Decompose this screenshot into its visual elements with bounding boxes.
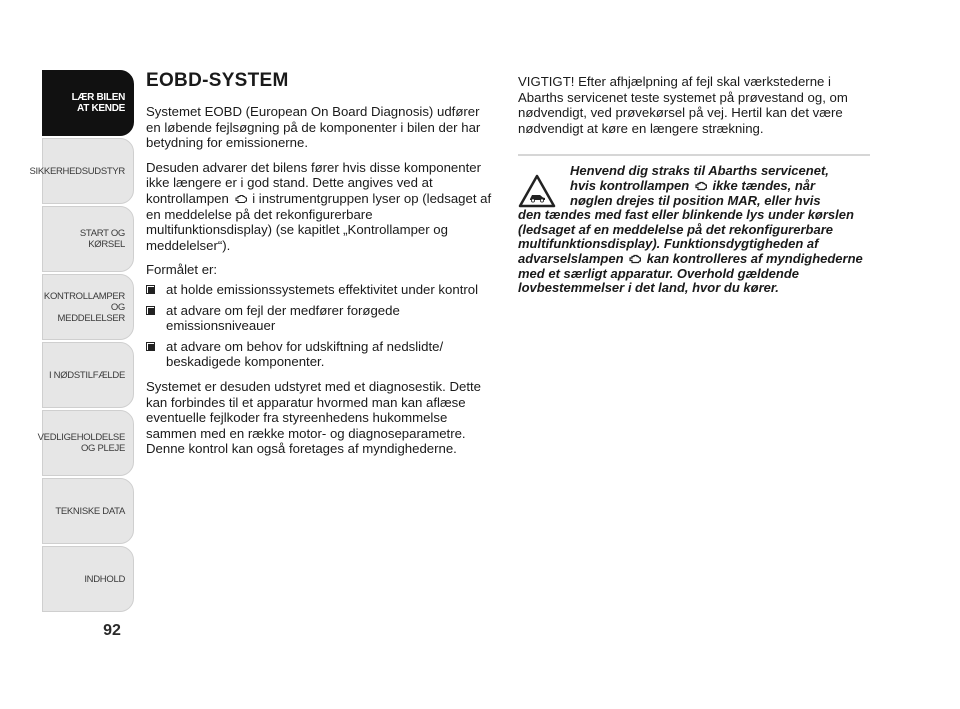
tab-kontrollamper[interactable]: KONTROLLAMPER OG MEDDELELSER: [42, 274, 134, 340]
paragraph-text-start: Desuden advarer det bilens fører hvis disse komponenter ikke længere er i god stand. Dette angives ved at kontrollampen: [146, 159, 481, 206]
left-column: [146, 70, 496, 466]
warning-text: kan kontrolleres af myndighederne med et særligt apparatur. Overhold gældende lovbestemmelser i det land, hvor du kører.: [518, 250, 863, 296]
purpose-label: Formålet er:: [146, 262, 218, 278]
closing-paragraph: Systemet er desuden udstyret med et diagnosestik. Dette kan forbindes til et apparatur hvormed man kan aflæse eventuelle fejlkoder fra styreenhedens hukommelse sammen med en række motor- og diagnoseparametre. Denne kontrol kan også foretages af myndighederne.: [146, 378, 481, 457]
list-item-text: at holde emissionssystemets effektivitet under kontrol: [166, 281, 479, 297]
warning-line: [518, 179, 870, 194]
warning-lamp-paragraph: [146, 160, 496, 254]
tab-indhold[interactable]: INDHOLD: [42, 546, 134, 612]
bullet-box-icon: [146, 285, 155, 294]
right-column: [518, 74, 870, 296]
engine-check-icon: [695, 181, 707, 191]
bullet-box-icon: [146, 306, 155, 315]
engine-check-icon: [235, 194, 247, 204]
chapter-tabs: [29, 70, 134, 614]
warning-line: [518, 208, 870, 296]
bullet-box-icon: [146, 342, 155, 351]
list-item: [146, 303, 496, 334]
page-number: 92: [103, 622, 121, 639]
list-item-text: at advare om fejl der medfører forøgede emissionsniveauer: [166, 302, 400, 334]
warning-box: [518, 164, 870, 295]
tab-start-og-korsel[interactable]: START OG KØRSEL: [42, 206, 134, 272]
tab-tekniske-data[interactable]: TEKNISKE DATA: [42, 478, 134, 544]
warning-text: den tændes med fast eller blinkende lys under kørslen (ledsaget af en meddelelse på det rekonfigurerbare multifunktionsdisplay). Funktionsdygtigheden af advarselslampen: [518, 207, 854, 266]
tab-vedligeholdelse[interactable]: VEDLIGEHOLDELSE OG PLEJE: [42, 410, 134, 476]
list-item: [146, 339, 496, 370]
tab-i-nodstilfaelde[interactable]: I NØDSTILFÆLDE: [42, 342, 134, 408]
section-title: EOBD-SYSTEM: [146, 70, 289, 91]
important-note: VIGTIGT! Efter afhjælpning af fejl skal værkstederne i Abarths servicenet teste systemet på prøvestand og, om nødvendigt, ved prøvekørsel på vej. Hertil kan det være nødvendigt at køre en længere strækning.: [518, 74, 848, 136]
list-item-text: at advare om behov for udskiftning af nedslidte/ beskadigede komponenter.: [166, 338, 444, 370]
list-item: [146, 282, 496, 298]
intro-paragraph: Systemet EOBD (European On Board Diagnosis) udfører en løbende fejlsøgning på de komponenter i bilen der har betydning for emissionerne.: [146, 104, 481, 151]
warning-text: hvis kontrollampen: [570, 177, 690, 193]
purpose-list: [146, 282, 496, 370]
engine-check-icon: [629, 254, 641, 264]
tab-laer-bilen-at-kende[interactable]: LÆR BILEN AT KENDE: [42, 70, 134, 136]
warning-divider: [518, 154, 870, 156]
warning-line: Henvend dig straks til Abarths servicenet,: [570, 163, 829, 179]
warning-triangle-icon: [518, 174, 556, 208]
paragraph-text-end: i instrumentgruppen lyser op (ledsaget af en meddelelse på det rekonfigurerbare multifunktionsdisplay) (se kapitlet „Kontrollamper og meddelelser“).: [146, 190, 492, 253]
warning-line: nøglen drejes til position MAR, eller hvis: [570, 192, 821, 208]
warning-text: ikke tændes, når: [712, 177, 816, 193]
tab-sikkerhedsudstyr[interactable]: SIKKERHEDSUDSTYR: [42, 138, 134, 204]
